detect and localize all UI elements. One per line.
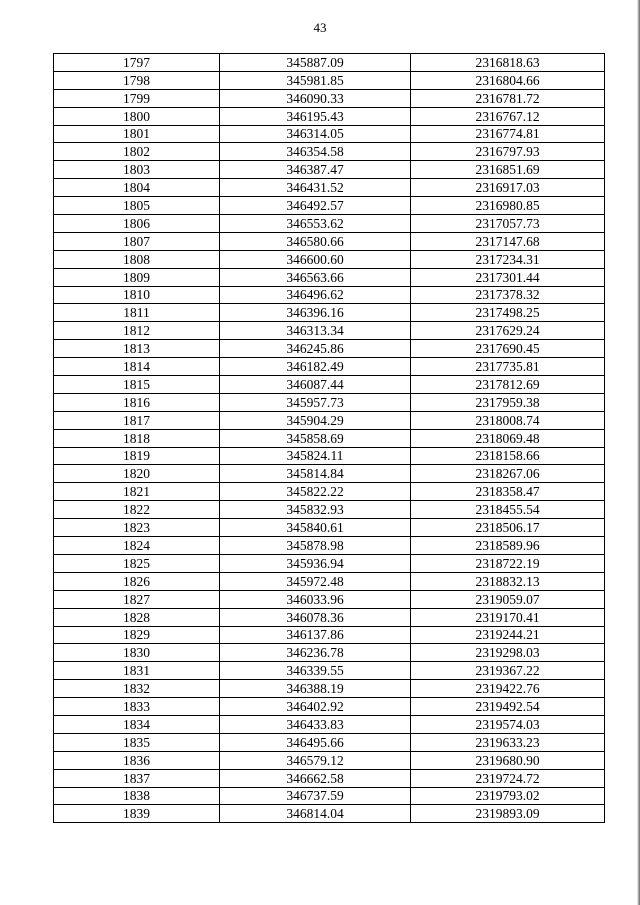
table-row bbox=[54, 501, 605, 519]
x-coordinate-cell: 346563.66 bbox=[220, 268, 411, 286]
x-coordinate-cell: 346033.96 bbox=[220, 590, 411, 608]
point-number-cell: 1803 bbox=[54, 161, 220, 179]
y-coordinate-cell: 2317735.81 bbox=[411, 358, 605, 376]
y-coordinate-cell: 2317147.68 bbox=[411, 232, 605, 250]
point-number-cell: 1834 bbox=[54, 715, 220, 733]
y-coordinate-cell: 2318267.06 bbox=[411, 465, 605, 483]
table-row bbox=[54, 376, 605, 394]
y-coordinate-cell: 2319244.21 bbox=[411, 626, 605, 644]
point-number-cell: 1820 bbox=[54, 465, 220, 483]
y-coordinate-cell: 2316797.93 bbox=[411, 143, 605, 161]
y-coordinate-cell: 2316818.63 bbox=[411, 54, 605, 72]
x-coordinate-cell: 346388.19 bbox=[220, 680, 411, 698]
point-number-cell: 1822 bbox=[54, 501, 220, 519]
table-row bbox=[54, 411, 605, 429]
x-coordinate-cell: 345814.84 bbox=[220, 465, 411, 483]
x-coordinate-cell: 345878.98 bbox=[220, 537, 411, 555]
point-number-cell: 1830 bbox=[54, 644, 220, 662]
point-number-cell: 1828 bbox=[54, 608, 220, 626]
table-row bbox=[54, 232, 605, 250]
point-number-cell: 1818 bbox=[54, 429, 220, 447]
x-coordinate-cell: 346236.78 bbox=[220, 644, 411, 662]
x-coordinate-cell: 345887.09 bbox=[220, 54, 411, 72]
y-coordinate-cell: 2316851.69 bbox=[411, 161, 605, 179]
table-row bbox=[54, 250, 605, 268]
point-number-cell: 1815 bbox=[54, 376, 220, 394]
x-coordinate-cell: 345981.85 bbox=[220, 71, 411, 89]
table-row bbox=[54, 733, 605, 751]
table-row bbox=[54, 393, 605, 411]
table-row bbox=[54, 125, 605, 143]
y-coordinate-cell: 2319633.23 bbox=[411, 733, 605, 751]
table-row bbox=[54, 304, 605, 322]
table-row bbox=[54, 107, 605, 125]
page-number: 43 bbox=[313, 20, 327, 35]
point-number-cell: 1813 bbox=[54, 340, 220, 358]
y-coordinate-cell: 2317690.45 bbox=[411, 340, 605, 358]
y-coordinate-cell: 2318158.66 bbox=[411, 447, 605, 465]
y-coordinate-cell: 2318832.13 bbox=[411, 572, 605, 590]
point-number-cell: 1829 bbox=[54, 626, 220, 644]
x-coordinate-cell: 346090.33 bbox=[220, 89, 411, 107]
table-row bbox=[54, 698, 605, 716]
y-coordinate-cell: 2319793.02 bbox=[411, 787, 605, 805]
y-coordinate-cell: 2317629.24 bbox=[411, 322, 605, 340]
table-row bbox=[54, 680, 605, 698]
x-coordinate-cell: 346396.16 bbox=[220, 304, 411, 322]
x-coordinate-cell: 346078.36 bbox=[220, 608, 411, 626]
point-number-cell: 1839 bbox=[54, 805, 220, 823]
point-number-cell: 1797 bbox=[54, 54, 220, 72]
x-coordinate-cell: 346579.12 bbox=[220, 751, 411, 769]
x-coordinate-cell: 346245.86 bbox=[220, 340, 411, 358]
table-row bbox=[54, 71, 605, 89]
x-coordinate-cell: 346182.49 bbox=[220, 358, 411, 376]
table-row bbox=[54, 805, 605, 823]
point-number-cell: 1802 bbox=[54, 143, 220, 161]
y-coordinate-cell: 2318722.19 bbox=[411, 554, 605, 572]
x-coordinate-cell: 346496.62 bbox=[220, 286, 411, 304]
x-coordinate-cell: 346600.60 bbox=[220, 250, 411, 268]
point-number-cell: 1799 bbox=[54, 89, 220, 107]
table-row bbox=[54, 143, 605, 161]
x-coordinate-cell: 345936.94 bbox=[220, 554, 411, 572]
x-coordinate-cell: 346492.57 bbox=[220, 197, 411, 215]
table-row bbox=[54, 787, 605, 805]
y-coordinate-cell: 2319298.03 bbox=[411, 644, 605, 662]
point-number-cell: 1823 bbox=[54, 519, 220, 537]
x-coordinate-cell: 345840.61 bbox=[220, 519, 411, 537]
x-coordinate-cell: 346402.92 bbox=[220, 698, 411, 716]
table-row bbox=[54, 519, 605, 537]
y-coordinate-cell: 2319724.72 bbox=[411, 769, 605, 787]
y-coordinate-cell: 2318358.47 bbox=[411, 483, 605, 501]
x-coordinate-cell: 346495.66 bbox=[220, 733, 411, 751]
x-coordinate-cell: 345957.73 bbox=[220, 393, 411, 411]
x-coordinate-cell: 345904.29 bbox=[220, 411, 411, 429]
x-coordinate-cell: 345824.11 bbox=[220, 447, 411, 465]
point-number-cell: 1825 bbox=[54, 554, 220, 572]
y-coordinate-cell: 2318008.74 bbox=[411, 411, 605, 429]
y-coordinate-cell: 2317378.32 bbox=[411, 286, 605, 304]
y-coordinate-cell: 2318069.48 bbox=[411, 429, 605, 447]
point-number-cell: 1821 bbox=[54, 483, 220, 501]
y-coordinate-cell: 2316767.12 bbox=[411, 107, 605, 125]
point-number-cell: 1807 bbox=[54, 232, 220, 250]
point-number-cell: 1804 bbox=[54, 179, 220, 197]
point-number-cell: 1838 bbox=[54, 787, 220, 805]
table-row bbox=[54, 769, 605, 787]
point-number-cell: 1801 bbox=[54, 125, 220, 143]
x-coordinate-cell: 346553.62 bbox=[220, 215, 411, 233]
x-coordinate-cell: 346433.83 bbox=[220, 715, 411, 733]
y-coordinate-cell: 2317301.44 bbox=[411, 268, 605, 286]
point-number-cell: 1810 bbox=[54, 286, 220, 304]
y-coordinate-cell: 2319422.76 bbox=[411, 680, 605, 698]
y-coordinate-cell: 2317057.73 bbox=[411, 215, 605, 233]
table-row bbox=[54, 662, 605, 680]
table-row bbox=[54, 465, 605, 483]
table-row bbox=[54, 626, 605, 644]
point-number-cell: 1832 bbox=[54, 680, 220, 698]
y-coordinate-cell: 2319893.09 bbox=[411, 805, 605, 823]
y-coordinate-cell: 2316980.85 bbox=[411, 197, 605, 215]
point-number-cell: 1806 bbox=[54, 215, 220, 233]
x-coordinate-cell: 346737.59 bbox=[220, 787, 411, 805]
x-coordinate-cell: 346354.58 bbox=[220, 143, 411, 161]
point-number-cell: 1837 bbox=[54, 769, 220, 787]
point-number-cell: 1836 bbox=[54, 751, 220, 769]
table-row bbox=[54, 286, 605, 304]
table-row bbox=[54, 358, 605, 376]
y-coordinate-cell: 2319574.03 bbox=[411, 715, 605, 733]
coordinates-table bbox=[53, 53, 605, 823]
x-coordinate-cell: 345832.93 bbox=[220, 501, 411, 519]
table-row bbox=[54, 179, 605, 197]
x-coordinate-cell: 346387.47 bbox=[220, 161, 411, 179]
x-coordinate-cell: 345972.48 bbox=[220, 572, 411, 590]
point-number-cell: 1798 bbox=[54, 71, 220, 89]
x-coordinate-cell: 346662.58 bbox=[220, 769, 411, 787]
x-coordinate-cell: 346339.55 bbox=[220, 662, 411, 680]
point-number-cell: 1835 bbox=[54, 733, 220, 751]
table-row bbox=[54, 268, 605, 286]
y-coordinate-cell: 2316774.81 bbox=[411, 125, 605, 143]
x-coordinate-cell: 346314.05 bbox=[220, 125, 411, 143]
table-row bbox=[54, 751, 605, 769]
table-row bbox=[54, 483, 605, 501]
table-row bbox=[54, 644, 605, 662]
point-number-cell: 1809 bbox=[54, 268, 220, 286]
y-coordinate-cell: 2319170.41 bbox=[411, 608, 605, 626]
y-coordinate-cell: 2319680.90 bbox=[411, 751, 605, 769]
table-row bbox=[54, 590, 605, 608]
point-number-cell: 1831 bbox=[54, 662, 220, 680]
table-row bbox=[54, 537, 605, 555]
point-number-cell: 1824 bbox=[54, 537, 220, 555]
y-coordinate-cell: 2317959.38 bbox=[411, 393, 605, 411]
table-row bbox=[54, 715, 605, 733]
y-coordinate-cell: 2319367.22 bbox=[411, 662, 605, 680]
x-coordinate-cell: 346137.86 bbox=[220, 626, 411, 644]
x-coordinate-cell: 346195.43 bbox=[220, 107, 411, 125]
point-number-cell: 1826 bbox=[54, 572, 220, 590]
x-coordinate-cell: 345858.69 bbox=[220, 429, 411, 447]
x-coordinate-cell: 346313.34 bbox=[220, 322, 411, 340]
point-number-cell: 1805 bbox=[54, 197, 220, 215]
table-row bbox=[54, 340, 605, 358]
table-row bbox=[54, 322, 605, 340]
y-coordinate-cell: 2319492.54 bbox=[411, 698, 605, 716]
table-row bbox=[54, 215, 605, 233]
x-coordinate-cell: 346431.52 bbox=[220, 179, 411, 197]
y-coordinate-cell: 2316917.03 bbox=[411, 179, 605, 197]
point-number-cell: 1819 bbox=[54, 447, 220, 465]
table-body bbox=[54, 54, 605, 823]
table-row bbox=[54, 161, 605, 179]
x-coordinate-cell: 346087.44 bbox=[220, 376, 411, 394]
y-coordinate-cell: 2319059.07 bbox=[411, 590, 605, 608]
table-row bbox=[54, 54, 605, 72]
y-coordinate-cell: 2318589.96 bbox=[411, 537, 605, 555]
y-coordinate-cell: 2318506.17 bbox=[411, 519, 605, 537]
point-number-cell: 1814 bbox=[54, 358, 220, 376]
point-number-cell: 1800 bbox=[54, 107, 220, 125]
point-number-cell: 1811 bbox=[54, 304, 220, 322]
point-number-cell: 1833 bbox=[54, 698, 220, 716]
table-row bbox=[54, 572, 605, 590]
point-number-cell: 1816 bbox=[54, 393, 220, 411]
y-coordinate-cell: 2316781.72 bbox=[411, 89, 605, 107]
x-coordinate-cell: 345822.22 bbox=[220, 483, 411, 501]
y-coordinate-cell: 2317812.69 bbox=[411, 376, 605, 394]
table-row bbox=[54, 429, 605, 447]
point-number-cell: 1808 bbox=[54, 250, 220, 268]
point-number-cell: 1812 bbox=[54, 322, 220, 340]
table-row bbox=[54, 89, 605, 107]
x-coordinate-cell: 346814.04 bbox=[220, 805, 411, 823]
y-coordinate-cell: 2317498.25 bbox=[411, 304, 605, 322]
point-number-cell: 1827 bbox=[54, 590, 220, 608]
table-row bbox=[54, 447, 605, 465]
y-coordinate-cell: 2317234.31 bbox=[411, 250, 605, 268]
y-coordinate-cell: 2316804.66 bbox=[411, 71, 605, 89]
table-row bbox=[54, 554, 605, 572]
y-coordinate-cell: 2318455.54 bbox=[411, 501, 605, 519]
table-row bbox=[54, 197, 605, 215]
point-number-cell: 1817 bbox=[54, 411, 220, 429]
x-coordinate-cell: 346580.66 bbox=[220, 232, 411, 250]
table-row bbox=[54, 608, 605, 626]
